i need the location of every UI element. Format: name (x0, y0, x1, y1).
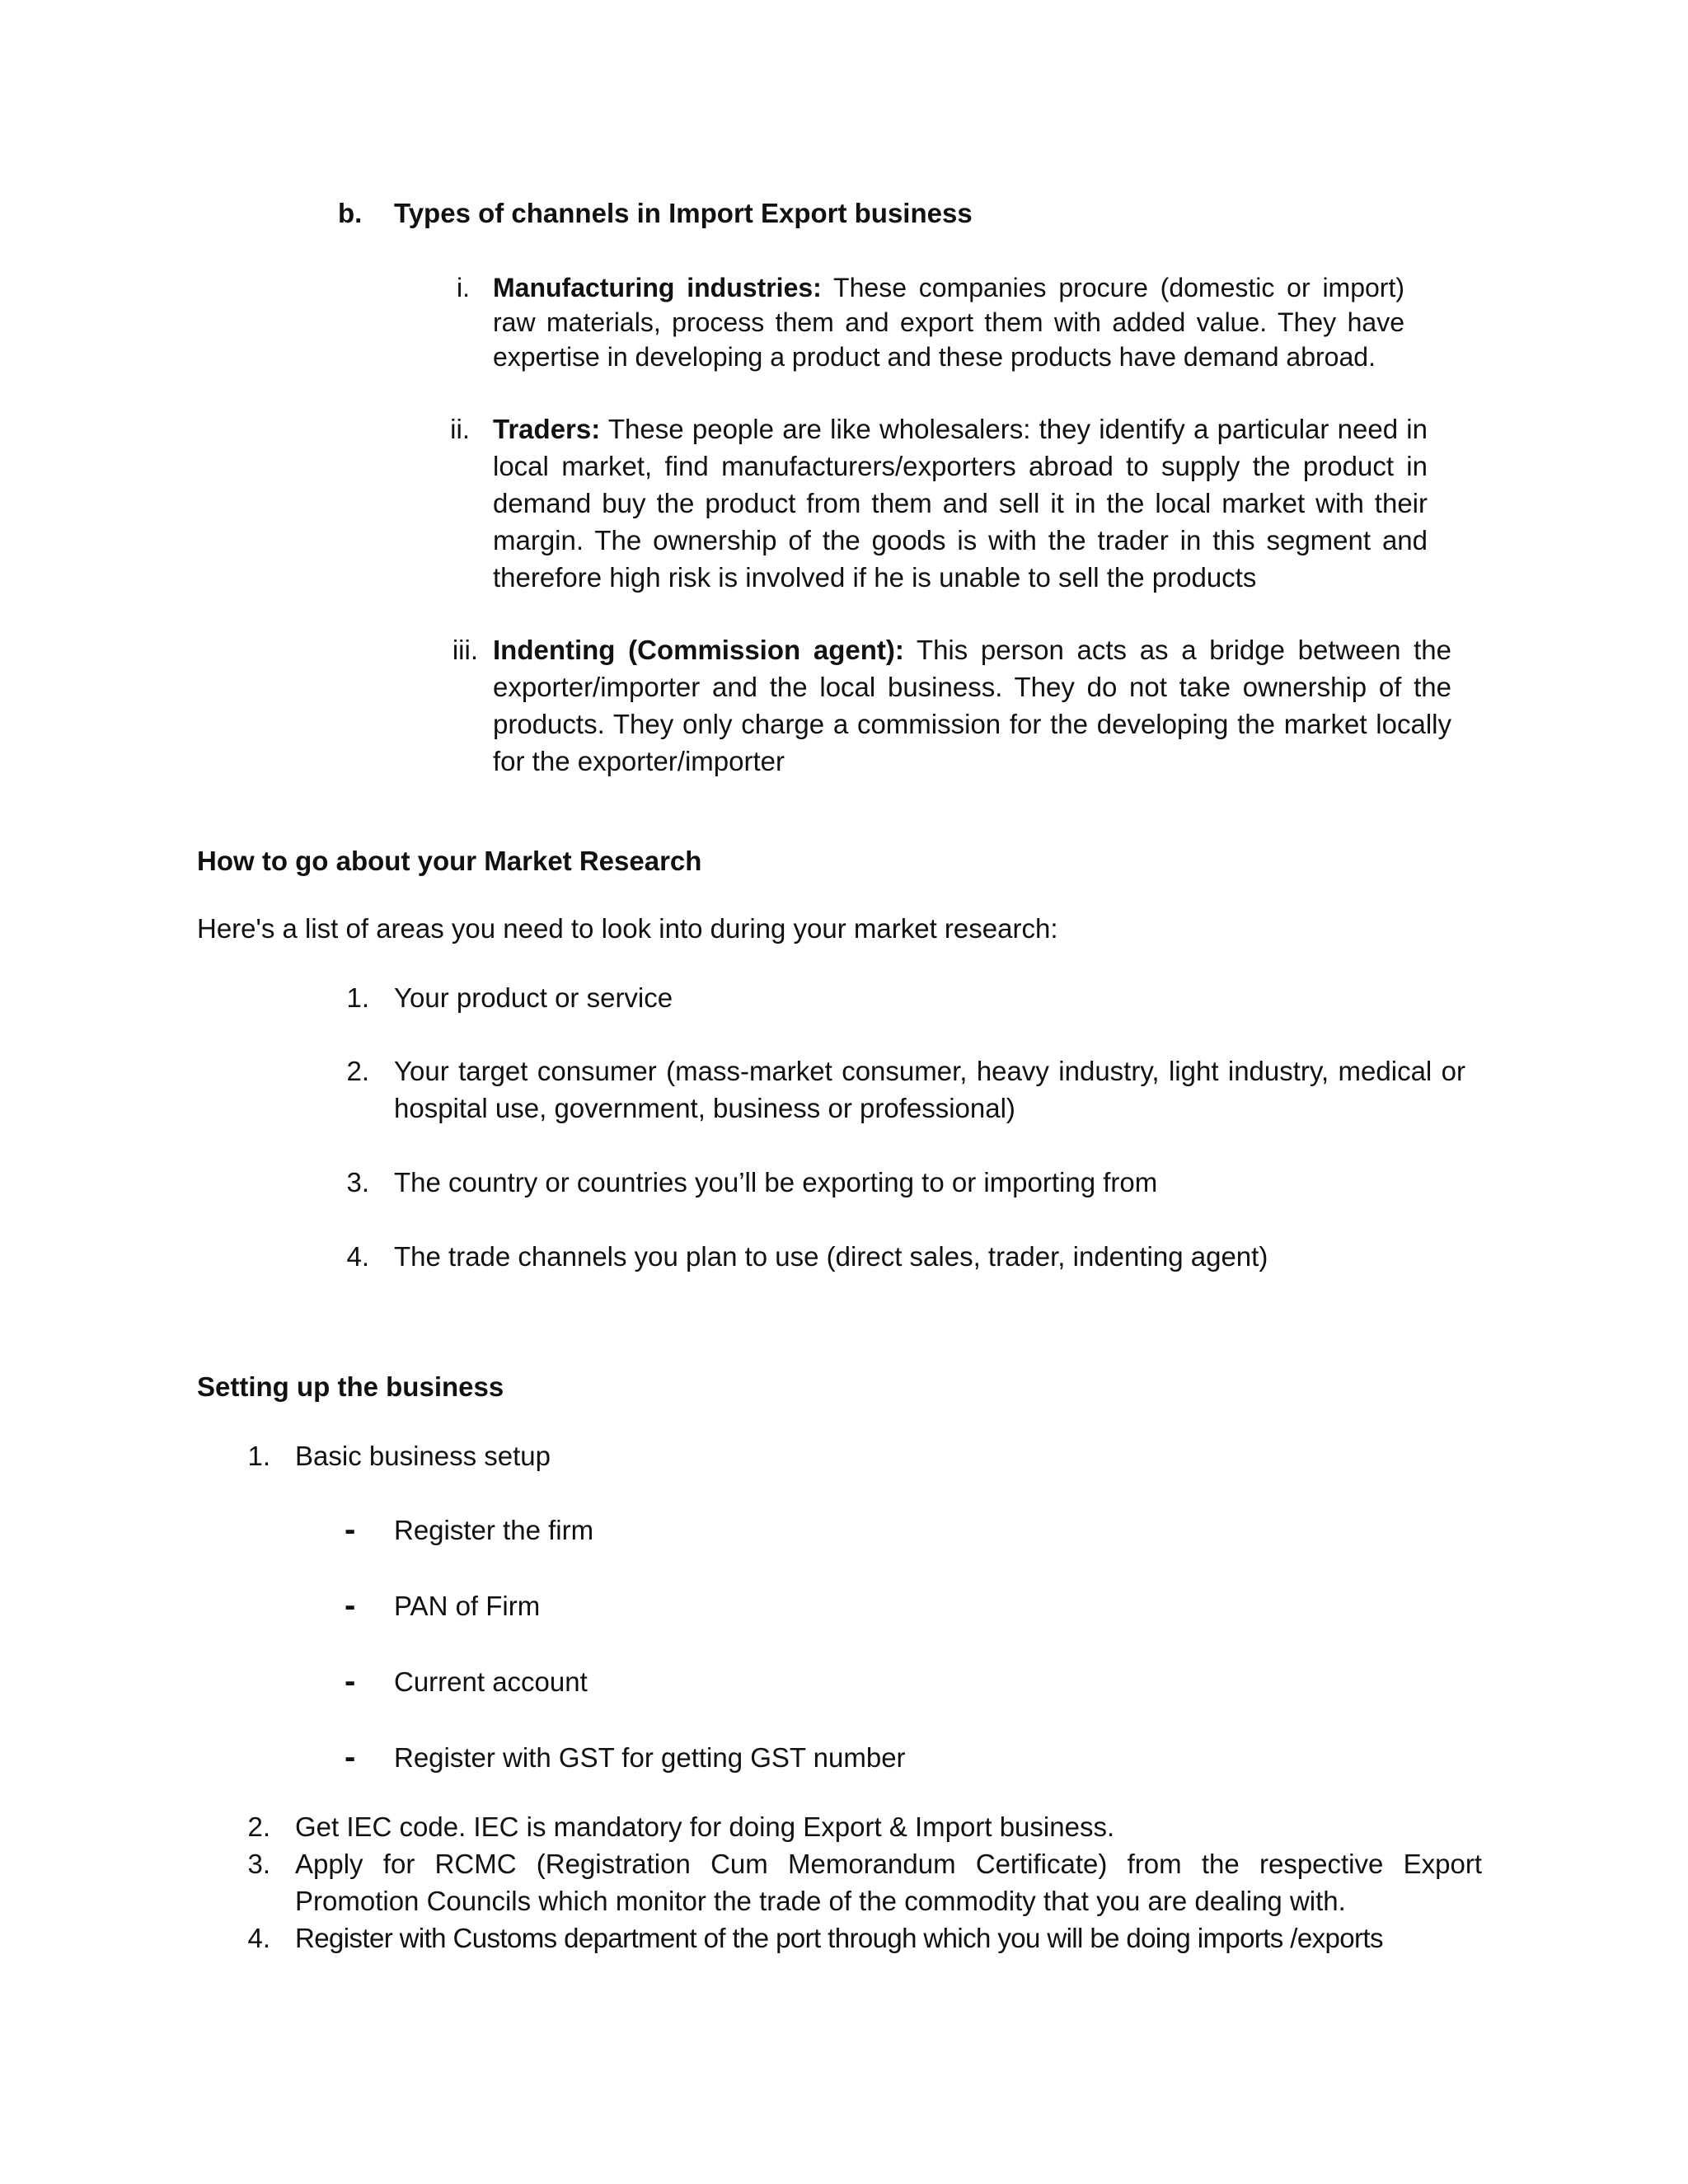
dash-bullet: - (345, 1587, 356, 1624)
channel-item-marker: iii. (452, 635, 478, 665)
research-item-countries: The country or countries you’ll be exporting to or importing from (394, 1167, 1158, 1197)
setup-item-basic: Basic business setup (295, 1441, 551, 1471)
setup-item-marker: 1. (247, 1441, 270, 1471)
market-research-heading: How to go about your Market Research (197, 846, 702, 876)
setup-item-marker: 3. (247, 1849, 270, 1879)
setup-item-iec: Get IEC code. IEC is mandatory for doing Export & Import business. (295, 1811, 1115, 1842)
setup-item-marker: 2. (247, 1811, 270, 1842)
market-research-intro: Here's a list of areas you need to look into during your market research: (197, 913, 1058, 944)
channel-item-marker: i. (457, 273, 470, 302)
research-item-marker: 4. (346, 1241, 369, 1272)
setup-subitem-register-firm: Register the firm (394, 1515, 594, 1545)
research-item-marker: 3. (346, 1167, 369, 1197)
channel-item-marker: ii. (450, 414, 470, 444)
setup-subitem-current-account: Current account (394, 1666, 588, 1697)
setup-item-customs: Register with Customs department of the port through which you will be doing imports /exports (295, 1923, 1383, 1953)
setup-item-rcmc: Apply for RCMC (Registration Cum Memorandum Certificate) from the respective Export Promotion Councils which monitor the trade of the commodity that you are dealing with. (295, 1849, 1482, 1916)
channel-item-traders (493, 410, 1428, 596)
channel-item-text: These people are like wholesalers: they identify a particular need in local market, find manufacturers/exporters abroad to supply the product in demand buy the product from them and sell it in the local market with their margin. The ownership of the goods is with the trader in this segment and therefore high risk is involved if he is unable to sell the products (493, 414, 1428, 593)
dash-bullet: - (345, 1663, 356, 1699)
channel-item-text: This person acts as a bridge between the exporter/importer and the local business. They do not take ownership of the products. They only charge a commission for the developing the market locally for the exporter/importer (493, 635, 1451, 776)
channel-item-indenting (493, 631, 1451, 780)
channels-section-heading: Types of channels in Import Export business (394, 198, 973, 228)
setup-item-marker: 4. (247, 1923, 270, 1953)
research-item-product: Your product or service (394, 982, 673, 1013)
research-item-marker: 1. (346, 982, 369, 1013)
research-item-trade-channels: The trade channels you plan to use (direct sales, trader, indenting agent) (394, 1241, 1268, 1272)
channel-item-text: These companies procure (domestic or import) raw materials, process them and export them with added value. They have expertise in developing a product and these products have demand abroad. (493, 273, 1405, 372)
research-item-target-consumer: Your target consumer (mass-market consumer, heavy industry, light industry, medical or hospital use, government, business or professional) (394, 1056, 1465, 1123)
channel-item-title: Indenting (Commission agent): (493, 635, 904, 665)
research-item-marker: 2. (346, 1056, 369, 1086)
channel-item-manufacturing (493, 270, 1404, 374)
setup-heading: Setting up the business (197, 1371, 504, 1402)
setup-subitem-pan: PAN of Firm (394, 1591, 541, 1621)
dash-bullet: - (345, 1511, 356, 1548)
channel-item-title: Traders: (493, 414, 601, 444)
dash-bullet: - (345, 1739, 356, 1775)
setup-subitem-gst: Register with GST for getting GST number (394, 1742, 906, 1773)
channels-section-marker: b. (338, 198, 363, 228)
channel-item-title: Manufacturing industries: (493, 273, 822, 302)
